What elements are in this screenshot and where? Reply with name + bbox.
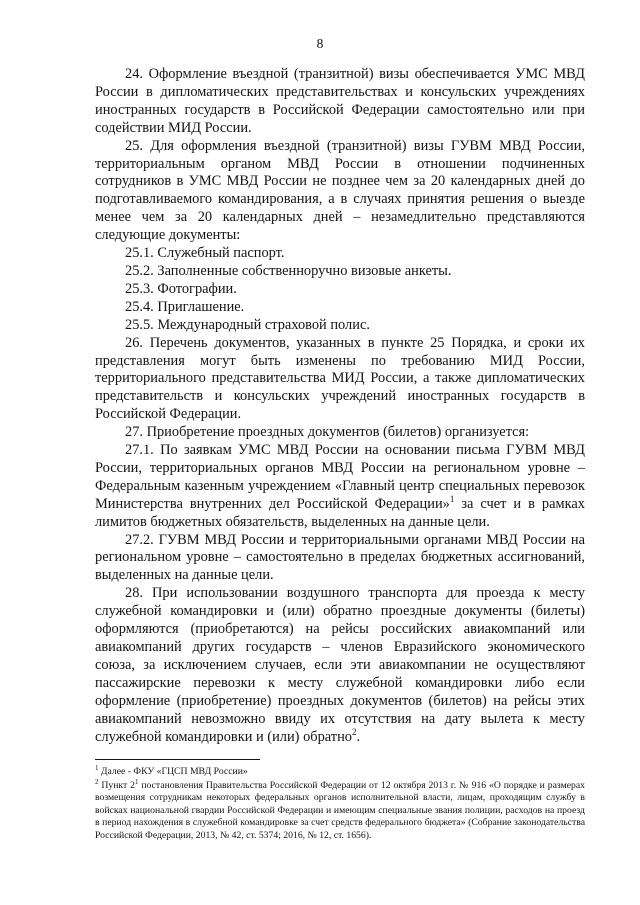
footnote-2-text: Пункт 2 <box>98 779 135 791</box>
footnote-1 <box>95 763 585 779</box>
footnote-1-mark: 1 <box>95 763 99 772</box>
footnote-divider <box>95 759 260 760</box>
paragraph-27: 27. Приобретение проездных документов (билетов) организуется: <box>125 424 530 441</box>
footnote-ref-2: 2 <box>352 726 357 737</box>
paragraph-24: 24. Оформление въездной (транзитной) визы обеспечивается УМС МВД России в дипломатических представительствах и консульских учреждениях иностранных государств в Российской Федерации самостоятельно или при содействии МИД России. <box>95 66 585 136</box>
paragraph-28 <box>95 585 585 746</box>
paragraph-26: 26. Перечень документов, указанных в пункте 25 Порядка, и сроки их представления могут быть изменены по требованию МИД России, территориального представительства МИД России, а также дипломатических представительств и консульских учреждений иностранных государств в Российской Федерации. <box>95 334 585 423</box>
footnote-2-rest: постановления Правительства Российской Федерации от 12 октября 2013 г. № 916 «О порядке и размерах возмещения сотрудникам некоторых федеральных органов исполнительной власти, лицам, проходящим службу в войсках национальной гвардии Российской Федерации и имеющим специальные звания полиции, расходов на проезд в период нахождения в служебной командировке за счет средств федерального бюджета» (Собрание законодательства Российской Федерации, 2013, № 42, ст. 5374; 2016, № 12, ст. 1656). <box>95 779 585 841</box>
paragraph-25-3: 25.3. Фотографии. <box>125 280 237 297</box>
footnote-2-inner-mark: 1 <box>134 777 139 786</box>
paragraph-28-text: 28. При использовании воздушного транспорта для проезда к месту служебной командировки и (или) обратно проездные документы (билеты) оформляются (приобретаются) на рейсы российских авиакомпаний или авиакомпаний других государств – членов Евразийского экономического союза, за исключением случаев, если эти авиакомпании не осуществляют пассажирские перевозки к месту служебной командировки либо если оформление (приобретение) проездных документов (билетов) на рейсы этих авиакомпаний невозможно ввиду их отсутствия на дату вылета к месту служебной командировки и (или) обратно <box>95 585 585 745</box>
paragraph-25: 25. Для оформления въездной (транзитной) визы ГУВМ МВД России, территориальным органом МВД России в отношении подчиненных сотрудников в УМС МВД России не позднее чем за 20 календарных дней до подготавливаемого командирования, а в случаях принятия решения о выезде менее чем за 20 календарных дней – незамедлительно представляются следующие документы: <box>95 137 585 244</box>
footnote-ref-1: 1 <box>449 493 455 504</box>
footnotes <box>95 763 585 844</box>
footnote-2-mark: 2 <box>95 777 99 786</box>
footnote-1-text: Далее - ФКУ «ГЦСП МВД России» <box>98 766 248 777</box>
document-body <box>95 66 585 746</box>
footnote-2 <box>95 777 585 843</box>
paragraph-25-5: 25.5. Международный страховой полис. <box>125 316 370 333</box>
page-number: 8 <box>316 36 324 51</box>
paragraph-28-tail: . <box>356 728 361 745</box>
paragraph-27-1-tail: за счет и в рамках лимитов бюджетных обязательств, выделенных на данные цели. <box>95 495 585 530</box>
paragraph-25-2: 25.2. Заполненные собственноручно визовые анкеты. <box>125 262 452 279</box>
paragraph-27-2: 27.2. ГУВМ МВД России и территориальными органами МВД России на региональном уровне – самостоятельно в пределах бюджетных ассигнований, выделенных на данные цели. <box>95 531 585 584</box>
paragraph-25-4: 25.4. Приглашение. <box>125 298 245 315</box>
paragraph-27-1-text: 27.1. По заявкам УМС МВД России на основании письма ГУВМ МВД России, территориальных органов МВД России на региональном уровне – Федеральным казенным учреждением «Главный центр специальных перевозок Министерства внутренних дел Российской Федерации» <box>95 442 585 512</box>
paragraph-25-1: 25.1. Служебный паспорт. <box>125 245 285 262</box>
paragraph-27-1 <box>95 442 585 532</box>
